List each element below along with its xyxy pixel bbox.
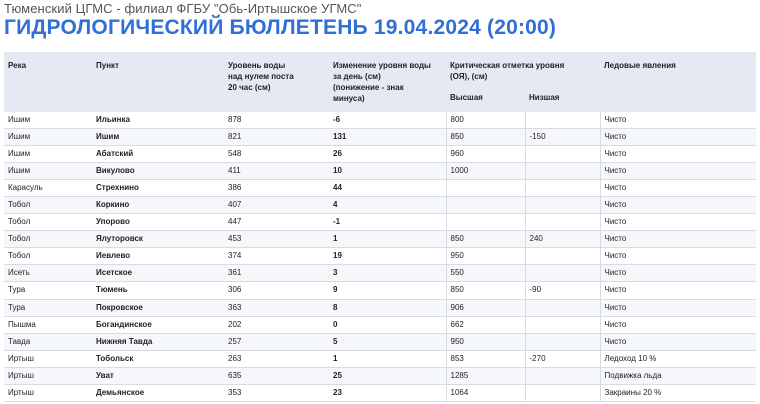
cell-river: Тобол [4,197,92,214]
cell-river: Ишим [4,163,92,180]
cell-critical-low [525,112,600,129]
cell-critical-high: 960 [446,146,525,163]
cell-critical-low: -150 [525,129,600,146]
table-row [4,265,756,282]
table-row [4,146,756,163]
cell-ice: Чисто [600,163,756,180]
cell-point: Уват [92,367,224,384]
cell-level: 548 [224,146,329,163]
cell-critical-low: -270 [525,350,600,367]
table-body [4,112,756,401]
cell-change: 1 [329,350,446,367]
cell-critical-low [525,265,600,282]
cell-critical-high: 850 [446,282,525,299]
cell-ice: Чисто [600,112,756,129]
page-title: ГИДРОЛОГИЧЕСКИЙ БЮЛЛЕТЕНЬ 19.04.2024 (20:00) [4,16,557,39]
cell-change: -6 [329,112,446,129]
cell-river: Тобол [4,214,92,231]
table-row [4,163,756,180]
cell-change: 10 [329,163,446,180]
cell-critical-high: 1285 [446,367,525,384]
cell-ice: Чисто [600,282,756,299]
organization-name: Тюменский ЦГМС - филиал ФГБУ "Обь-Иртышское УГМС" [4,1,362,16]
cell-ice: Чисто [600,231,756,248]
table-row [4,384,756,401]
cell-level: 453 [224,231,329,248]
cell-point: Ишим [92,129,224,146]
cell-critical-high: 950 [446,248,525,265]
table-row [4,333,756,350]
cell-critical-high [446,214,525,231]
cell-change: 9 [329,282,446,299]
cell-critical-high: 850 [446,231,525,248]
cell-change: 19 [329,248,446,265]
cell-river: Исеть [4,265,92,282]
cell-level: 257 [224,333,329,350]
cell-critical-low [525,214,600,231]
cell-change: 131 [329,129,446,146]
table-row [4,350,756,367]
cell-ice: Чисто [600,197,756,214]
cell-ice: Подвижка льда [600,367,756,384]
cell-river: Иртыш [4,367,92,384]
cell-point: Богандинское [92,316,224,333]
cell-change: -1 [329,214,446,231]
cell-critical-low [525,197,600,214]
cell-point: Нижняя Тавда [92,333,224,350]
table-row [4,197,756,214]
cell-level: 263 [224,350,329,367]
cell-river: Иртыш [4,350,92,367]
column-header-critical: Критическая отметка уровня (ОЯ), (см) [446,52,600,86]
cell-point: Демьянское [92,384,224,401]
cell-change: 5 [329,333,446,350]
cell-ice: Чисто [600,265,756,282]
table-row [4,180,756,197]
table-row [4,316,756,333]
cell-critical-high: 853 [446,350,525,367]
cell-river: Тура [4,282,92,299]
cell-river: Пышма [4,316,92,333]
cell-point: Коркино [92,197,224,214]
cell-critical-high: 1000 [446,163,525,180]
cell-ice: Чисто [600,316,756,333]
column-header-critical-low: Низшая [525,86,600,112]
cell-critical-low: 240 [525,231,600,248]
cell-river: Тавда [4,333,92,350]
cell-river: Тобол [4,248,92,265]
table-header [4,52,756,112]
column-header-point: Пункт [92,52,224,112]
cell-river: Иртыш [4,384,92,401]
cell-river: Ишим [4,146,92,163]
cell-critical-low [525,333,600,350]
column-header-level: Уровень воды над нулем поста 20 час (см) [224,52,329,112]
cell-level: 635 [224,367,329,384]
table-row [4,248,756,265]
cell-critical-high: 906 [446,299,525,316]
cell-critical-high: 950 [446,333,525,350]
cell-level: 202 [224,316,329,333]
column-header-river: Река [4,52,92,112]
cell-level: 878 [224,112,329,129]
cell-ice: Чисто [600,248,756,265]
cell-ice: Ледоход 10 % [600,350,756,367]
cell-critical-low [525,367,600,384]
cell-change: 23 [329,384,446,401]
cell-critical-low [525,248,600,265]
cell-critical-high: 550 [446,265,525,282]
cell-ice: Чисто [600,299,756,316]
cell-point: Ильинка [92,112,224,129]
cell-ice: Чисто [600,180,756,197]
cell-point: Тобольск [92,350,224,367]
cell-critical-low [525,146,600,163]
column-header-critical-high: Высшая [446,86,525,112]
table-row [4,299,756,316]
cell-change: 25 [329,367,446,384]
cell-river: Тобол [4,231,92,248]
cell-critical-high [446,180,525,197]
cell-ice: Чисто [600,146,756,163]
table-row [4,282,756,299]
cell-level: 407 [224,197,329,214]
cell-river: Ишим [4,112,92,129]
cell-ice: Чисто [600,333,756,350]
cell-critical-low [525,316,600,333]
table-row [4,112,756,129]
cell-level: 821 [224,129,329,146]
cell-point: Викулово [92,163,224,180]
table-row [4,367,756,384]
cell-critical-low [525,299,600,316]
cell-change: 3 [329,265,446,282]
cell-critical-low [525,180,600,197]
cell-river: Карасуль [4,180,92,197]
cell-ice: Чисто [600,129,756,146]
cell-change: 4 [329,197,446,214]
hydrology-table [4,52,756,402]
table-row [4,129,756,146]
cell-change: 0 [329,316,446,333]
cell-critical-low: -90 [525,282,600,299]
cell-critical-high: 1064 [446,384,525,401]
cell-change: 1 [329,231,446,248]
cell-point: Тюмень [92,282,224,299]
cell-point: Абатский [92,146,224,163]
cell-river: Тура [4,299,92,316]
cell-critical-high: 662 [446,316,525,333]
cell-level: 361 [224,265,329,282]
table-row [4,214,756,231]
cell-point: Стрехнино [92,180,224,197]
cell-point: Ялуторовск [92,231,224,248]
cell-critical-high: 800 [446,112,525,129]
cell-critical-high [446,197,525,214]
cell-ice: Чисто [600,214,756,231]
cell-ice: Закраины 20 % [600,384,756,401]
cell-critical-low [525,163,600,180]
cell-point: Упорово [92,214,224,231]
cell-point: Иевлево [92,248,224,265]
cell-level: 374 [224,248,329,265]
cell-level: 306 [224,282,329,299]
cell-change: 26 [329,146,446,163]
cell-critical-low [525,384,600,401]
column-header-change: Изменение уровня воды за день (см) (понижение - знак минуса) [329,52,446,112]
column-header-ice: Ледовые явления [600,52,756,112]
cell-critical-high: 850 [446,129,525,146]
cell-level: 411 [224,163,329,180]
cell-level: 353 [224,384,329,401]
table-row [4,231,756,248]
cell-river: Ишим [4,129,92,146]
cell-point: Исетское [92,265,224,282]
cell-level: 447 [224,214,329,231]
cell-level: 363 [224,299,329,316]
cell-point: Покровское [92,299,224,316]
cell-level: 386 [224,180,329,197]
cell-change: 8 [329,299,446,316]
cell-change: 44 [329,180,446,197]
